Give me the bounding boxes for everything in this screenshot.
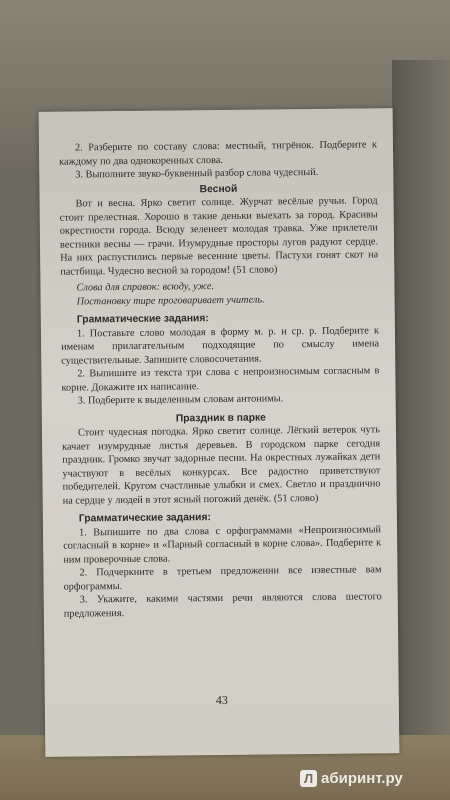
watermark-text: абиринт.ру	[321, 770, 403, 787]
labirint-logo-icon: Л	[300, 770, 317, 787]
text-title: Праздник в парке	[175, 412, 266, 424]
teacher-note: Постановку тире проговаривает учитель.	[76, 294, 265, 307]
page-number: 43	[215, 692, 228, 708]
grammar-task: 2. Выпишите из текста три слова с непроизносимым согласным в корне. Докажите их написание.	[61, 365, 380, 394]
grammar-tasks-title: Грамматические задания:	[76, 313, 209, 326]
dictation-text: Стоит чудесная погодка. Ярко светит солнце. Лёгкий ветерок чуть качает изумрудные листья деревьев. В городском парке сегодня праздник. Громко звучат задорные песни. На окрестных лужайках дети участвуют в весёлых конкурсах. Все радостно приветствуют победителей. Кругом счастливые улыбки и смех. Светло и празднично на сердце у людей в этот ясный погожий денёк. (51 слово)	[62, 424, 381, 507]
labirint-watermark	[300, 770, 403, 787]
text-title: Весной	[199, 183, 238, 195]
grammar-task: 3. Укажите, какими частями речи являются слова шестого предложения.	[63, 591, 382, 620]
grammar-task: 1. Выпишите по два слова с орфограммами «Непроизносимый согласный в корне» и «Парный согласный в корне слова». Подберите к ним проверочные слова.	[63, 523, 382, 566]
grammar-task: 3. Подберите к выделенным словам антонимы.	[77, 393, 284, 407]
grammar-task: 1. Поставьте слово молодая в форму м. р. и ср. р. Подберите к именам прилагательным подходящие по смыслу имена существительные. Запишите словосочетания.	[61, 324, 380, 367]
grammar-tasks-title: Грамматические задания:	[78, 512, 211, 525]
reference-words: Слова для справок: всюду, уже.	[76, 281, 215, 294]
page-content	[59, 138, 382, 620]
task-paragraph: 2. Разберите по составу слова: местный, тигрёнок. Подберите к каждому по два однокоренных слова.	[59, 139, 378, 168]
grammar-task: 2. Подчеркните в третьем предложении все известные вам орфограммы.	[63, 564, 382, 593]
background-right	[392, 60, 450, 800]
dictation-text: Вот и весна. Ярко светит солнце. Журчат весёлые ручьи. Город стоит прелестная. Хорошо в такие деньки выехать за город. Красивы окрестности города. Всюду зеленеет молодая травка. Уже прилетели вестники весны — грачи. Изумрудные просторы лугов радуют сердце. На них распустились первые весенние цветы. Пастухи гонят скот на пастбища. Чудесно весной за городом! (51 слово)	[59, 195, 379, 278]
task-paragraph: 3. Выполните звуко-буквенный разбор слова чудесный.	[75, 166, 319, 181]
book-page	[39, 108, 400, 757]
